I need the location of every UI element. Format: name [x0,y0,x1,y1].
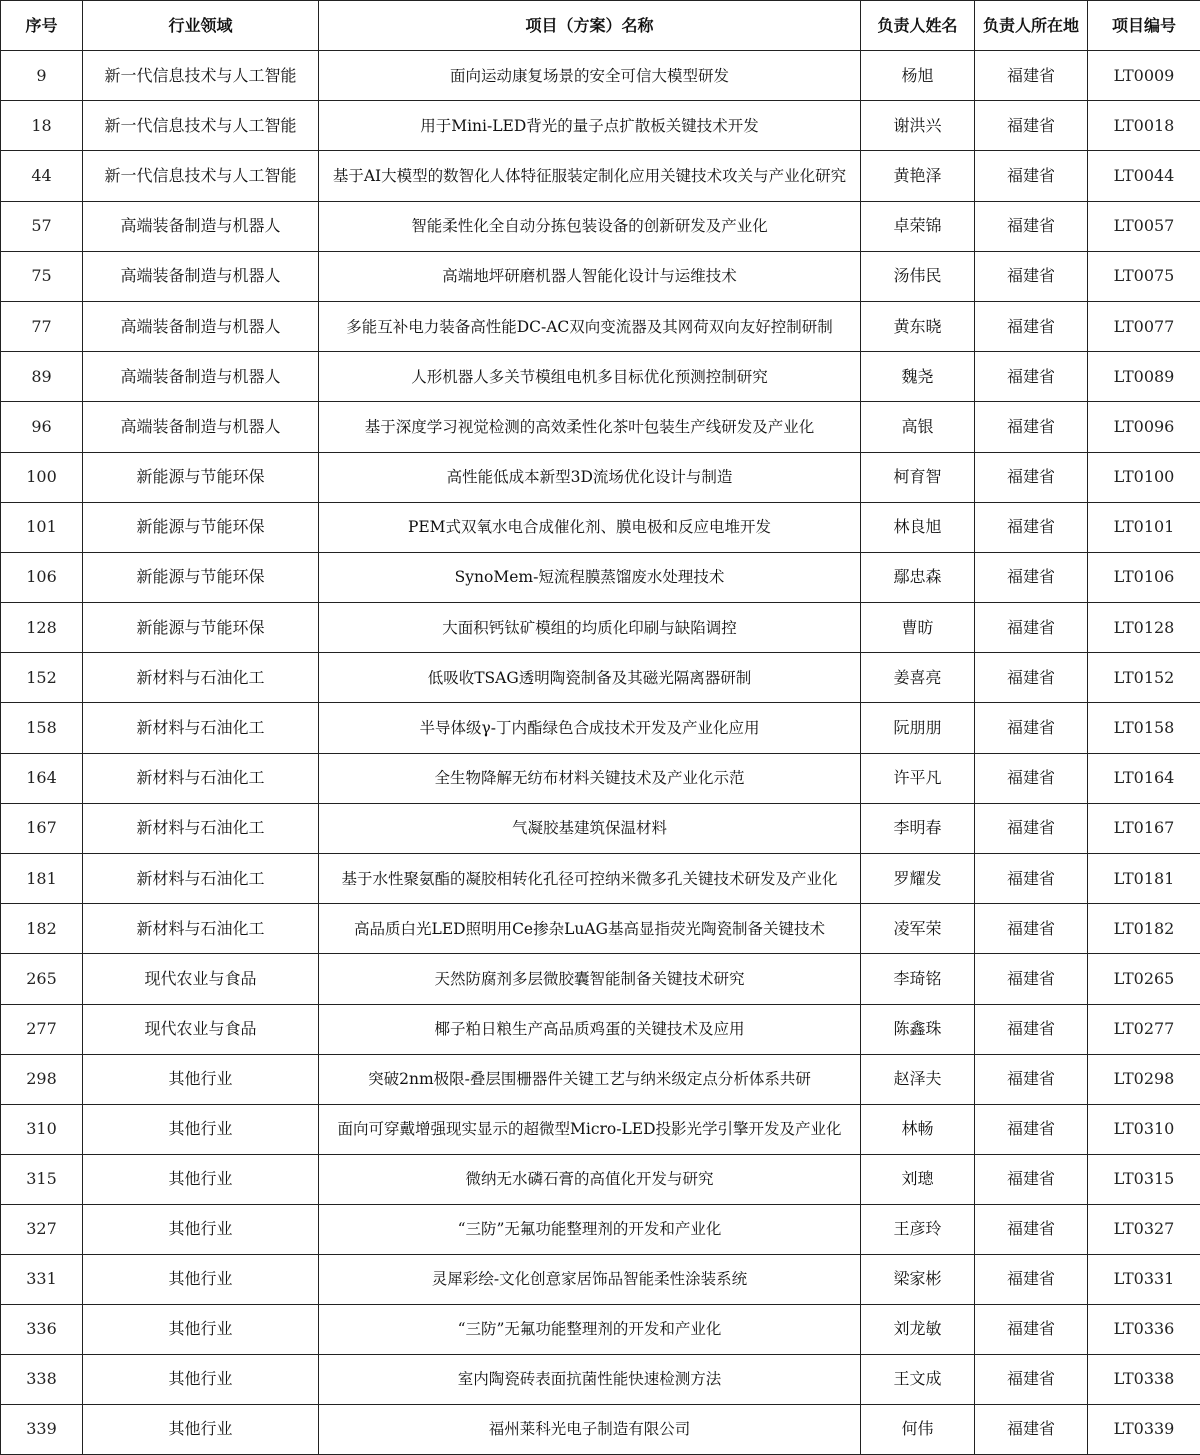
cell-leader-name: 何伟 [861,1404,975,1454]
table-row [1,653,1200,703]
cell-seq: 298 [1,1054,83,1104]
cell-leader-name: 凌军荣 [861,904,975,954]
cell-seq: 44 [1,151,83,201]
cell-project-name: 人形机器人多关节模组电机多目标优化预测控制研究 [319,352,861,402]
cell-project-code: LT0277 [1088,1004,1200,1054]
cell-project-name: 基于水性聚氨酯的凝胶相转化孔径可控纳米微多孔关键技术研发及产业化 [319,854,861,904]
cell-leader-location: 福建省 [975,301,1088,351]
cell-field: 新材料与石油化工 [83,703,319,753]
cell-field: 其他行业 [83,1154,319,1204]
cell-field: 高端装备制造与机器人 [83,201,319,251]
cell-project-code: LT0298 [1088,1054,1200,1104]
cell-project-code: LT0336 [1088,1304,1200,1354]
cell-leader-name: 谢洪兴 [861,101,975,151]
cell-field: 其他行业 [83,1204,319,1254]
cell-project-name: PEM式双氧水电合成催化剂、膜电极和反应电堆开发 [319,502,861,552]
cell-project-code: LT0128 [1088,603,1200,653]
cell-project-name: 灵犀彩绘-文化创意家居饰品智能柔性涂装系统 [319,1254,861,1304]
cell-project-name: 气凝胶基建筑保温材料 [319,803,861,853]
table-row [1,803,1200,853]
cell-project-name: 用于Mini-LED背光的量子点扩散板关键技术开发 [319,101,861,151]
cell-leader-name: 柯育智 [861,452,975,502]
table-row [1,151,1200,201]
cell-seq: 182 [1,904,83,954]
cell-project-code: LT0106 [1088,552,1200,602]
header-project-name: 项目（方案）名称 [319,1,861,51]
cell-project-code: LT0164 [1088,753,1200,803]
cell-leader-location: 福建省 [975,1354,1088,1404]
cell-field: 其他行业 [83,1254,319,1304]
cell-leader-name: 汤伟民 [861,251,975,301]
table-row [1,603,1200,653]
cell-leader-location: 福建省 [975,1254,1088,1304]
header-field: 行业领域 [83,1,319,51]
header-row [1,1,1200,51]
cell-project-name: 突破2nm极限-叠层围栅器件关键工艺与纳米级定点分析体系共研 [319,1054,861,1104]
cell-leader-name: 卓荣锦 [861,201,975,251]
cell-project-code: LT0101 [1088,502,1200,552]
cell-field: 新能源与节能环保 [83,603,319,653]
cell-project-code: LT0009 [1088,51,1200,101]
header-seq: 序号 [1,1,83,51]
cell-seq: 152 [1,653,83,703]
cell-project-code: LT0182 [1088,904,1200,954]
cell-seq: 338 [1,1354,83,1404]
cell-seq: 100 [1,452,83,502]
cell-project-code: LT0310 [1088,1104,1200,1154]
table-row [1,1154,1200,1204]
cell-project-name: “三防”无氟功能整理剂的开发和产业化 [319,1204,861,1254]
cell-field: 新材料与石油化工 [83,753,319,803]
cell-leader-name: 黄东晓 [861,301,975,351]
header-leader-location: 负责人所在地 [975,1,1088,51]
cell-project-code: LT0331 [1088,1254,1200,1304]
cell-seq: 89 [1,352,83,402]
cell-project-code: LT0158 [1088,703,1200,753]
cell-project-name: 室内陶瓷砖表面抗菌性能快速检测方法 [319,1354,861,1404]
cell-leader-name: 刘龙敏 [861,1304,975,1354]
cell-seq: 96 [1,402,83,452]
cell-leader-location: 福建省 [975,1054,1088,1104]
cell-leader-location: 福建省 [975,904,1088,954]
table-row [1,1004,1200,1054]
table-row [1,552,1200,602]
cell-project-name: 多能互补电力装备高性能DC-AC双向变流器及其网荷双向友好控制研制 [319,301,861,351]
table-row [1,502,1200,552]
cell-leader-location: 福建省 [975,51,1088,101]
table-row [1,1354,1200,1404]
cell-project-code: LT0167 [1088,803,1200,853]
cell-seq: 77 [1,301,83,351]
cell-seq: 158 [1,703,83,753]
cell-seq: 75 [1,251,83,301]
cell-field: 新能源与节能环保 [83,502,319,552]
cell-field: 新一代信息技术与人工智能 [83,51,319,101]
cell-project-code: LT0089 [1088,352,1200,402]
cell-leader-name: 杨旭 [861,51,975,101]
cell-project-name: 福州莱科光电子制造有限公司 [319,1404,861,1454]
cell-leader-location: 福建省 [975,201,1088,251]
cell-seq: 336 [1,1304,83,1354]
cell-seq: 310 [1,1104,83,1154]
cell-leader-location: 福建省 [975,402,1088,452]
cell-seq: 101 [1,502,83,552]
cell-leader-location: 福建省 [975,603,1088,653]
cell-field: 新材料与石油化工 [83,803,319,853]
cell-leader-name: 李琦铭 [861,954,975,1004]
cell-leader-name: 梁家彬 [861,1254,975,1304]
table-row [1,201,1200,251]
cell-project-code: LT0077 [1088,301,1200,351]
cell-leader-name: 魏尧 [861,352,975,402]
cell-leader-location: 福建省 [975,954,1088,1004]
table-row [1,1254,1200,1304]
table-body [1,51,1200,1455]
cell-field: 新能源与节能环保 [83,452,319,502]
cell-project-name: 大面积钙钛矿模组的均质化印刷与缺陷调控 [319,603,861,653]
cell-seq: 128 [1,603,83,653]
cell-leader-name: 曹昉 [861,603,975,653]
cell-field: 现代农业与食品 [83,954,319,1004]
cell-leader-location: 福建省 [975,101,1088,151]
cell-leader-name: 林良旭 [861,502,975,552]
cell-field: 高端装备制造与机器人 [83,301,319,351]
cell-leader-location: 福建省 [975,352,1088,402]
cell-project-code: LT0315 [1088,1154,1200,1204]
cell-field: 高端装备制造与机器人 [83,352,319,402]
cell-field: 新能源与节能环保 [83,552,319,602]
table-row [1,1304,1200,1354]
cell-leader-name: 李明春 [861,803,975,853]
cell-project-name: 基于深度学习视觉检测的高效柔性化茶叶包装生产线研发及产业化 [319,402,861,452]
cell-field: 新材料与石油化工 [83,653,319,703]
cell-project-code: LT0096 [1088,402,1200,452]
cell-leader-name: 鄢忠森 [861,552,975,602]
cell-project-code: LT0339 [1088,1404,1200,1454]
cell-leader-location: 福建省 [975,1004,1088,1054]
cell-field: 高端装备制造与机器人 [83,402,319,452]
cell-leader-name: 王彦玲 [861,1204,975,1254]
cell-project-name: 椰子粕日粮生产高品质鸡蛋的关键技术及应用 [319,1004,861,1054]
cell-field: 其他行业 [83,1054,319,1104]
cell-leader-location: 福建省 [975,151,1088,201]
cell-leader-name: 王文成 [861,1354,975,1404]
cell-project-code: LT0100 [1088,452,1200,502]
cell-project-code: LT0338 [1088,1354,1200,1404]
cell-seq: 181 [1,854,83,904]
cell-field: 新材料与石油化工 [83,904,319,954]
cell-leader-name: 林畅 [861,1104,975,1154]
header-project-code: 项目编号 [1088,1,1200,51]
table-row [1,402,1200,452]
cell-leader-name: 刘璁 [861,1154,975,1204]
cell-leader-name: 黄艳泽 [861,151,975,201]
cell-leader-location: 福建省 [975,1104,1088,1154]
cell-project-name: 半导体级γ-丁内酯绿色合成技术开发及产业化应用 [319,703,861,753]
table-row [1,51,1200,101]
cell-project-code: LT0044 [1088,151,1200,201]
cell-project-name: 面向可穿戴增强现实显示的超微型Micro-LED投影光学引擎开发及产业化 [319,1104,861,1154]
cell-leader-location: 福建省 [975,452,1088,502]
table-row [1,452,1200,502]
cell-project-name: 智能柔性化全自动分拣包装设备的创新研发及产业化 [319,201,861,251]
cell-leader-location: 福建省 [975,552,1088,602]
cell-field: 其他行业 [83,1404,319,1454]
cell-leader-name: 姜喜亮 [861,653,975,703]
cell-project-code: LT0327 [1088,1204,1200,1254]
cell-seq: 331 [1,1254,83,1304]
cell-leader-location: 福建省 [975,502,1088,552]
cell-seq: 265 [1,954,83,1004]
cell-leader-location: 福建省 [975,803,1088,853]
cell-seq: 339 [1,1404,83,1454]
cell-leader-location: 福建省 [975,703,1088,753]
cell-project-name: 全生物降解无纺布材料关键技术及产业化示范 [319,753,861,803]
cell-seq: 164 [1,753,83,803]
cell-project-name: 面向运动康复场景的安全可信大模型研发 [319,51,861,101]
cell-project-name: 天然防腐剂多层微胶囊智能制备关键技术研究 [319,954,861,1004]
cell-field: 新一代信息技术与人工智能 [83,101,319,151]
cell-seq: 9 [1,51,83,101]
cell-project-name: “三防”无氟功能整理剂的开发和产业化 [319,1304,861,1354]
cell-field: 新一代信息技术与人工智能 [83,151,319,201]
table-row [1,703,1200,753]
cell-leader-location: 福建省 [975,1154,1088,1204]
table-row [1,1104,1200,1154]
cell-project-name: 低吸收TSAG透明陶瓷制备及其磁光隔离器研制 [319,653,861,703]
cell-leader-location: 福建省 [975,653,1088,703]
table-row [1,301,1200,351]
cell-leader-location: 福建省 [975,753,1088,803]
table-row [1,954,1200,1004]
cell-leader-location: 福建省 [975,854,1088,904]
cell-seq: 167 [1,803,83,853]
cell-field: 其他行业 [83,1304,319,1354]
cell-leader-name: 高银 [861,402,975,452]
table-row [1,101,1200,151]
table-row [1,1404,1200,1454]
cell-seq: 57 [1,201,83,251]
cell-field: 其他行业 [83,1104,319,1154]
cell-leader-location: 福建省 [975,1404,1088,1454]
cell-field: 其他行业 [83,1354,319,1404]
cell-leader-location: 福建省 [975,1204,1088,1254]
cell-seq: 327 [1,1204,83,1254]
table-row [1,251,1200,301]
table-row [1,753,1200,803]
cell-project-name: 高端地坪研磨机器人智能化设计与运维技术 [319,251,861,301]
cell-field: 现代农业与食品 [83,1004,319,1054]
cell-leader-name: 阮朋朋 [861,703,975,753]
cell-leader-name: 陈鑫珠 [861,1004,975,1054]
cell-leader-location: 福建省 [975,1304,1088,1354]
cell-leader-name: 许平凡 [861,753,975,803]
cell-field: 高端装备制造与机器人 [83,251,319,301]
header-leader-name: 负责人姓名 [861,1,975,51]
cell-project-name: 微纳无水磷石膏的高值化开发与研究 [319,1154,861,1204]
cell-project-name: 基于AI大模型的数智化人体特征服装定制化应用关键技术攻关与产业化研究 [319,151,861,201]
table-row [1,1054,1200,1104]
cell-project-code: LT0057 [1088,201,1200,251]
cell-seq: 106 [1,552,83,602]
cell-project-name: 高品质白光LED照明用Ce掺杂LuAG基高显指荧光陶瓷制备关键技术 [319,904,861,954]
cell-project-code: LT0075 [1088,251,1200,301]
table-row [1,854,1200,904]
cell-leader-location: 福建省 [975,251,1088,301]
cell-project-name: 高性能低成本新型3D流场优化设计与制造 [319,452,861,502]
cell-seq: 18 [1,101,83,151]
table-row [1,352,1200,402]
cell-leader-name: 罗耀发 [861,854,975,904]
table-row [1,1204,1200,1254]
cell-field: 新材料与石油化工 [83,854,319,904]
cell-seq: 315 [1,1154,83,1204]
cell-project-code: LT0181 [1088,854,1200,904]
table-header [1,1,1200,51]
cell-project-code: LT0152 [1088,653,1200,703]
table-row [1,904,1200,954]
cell-project-name: SynoMem-短流程膜蒸馏废水处理技术 [319,552,861,602]
cell-project-code: LT0265 [1088,954,1200,1004]
cell-seq: 277 [1,1004,83,1054]
cell-project-code: LT0018 [1088,101,1200,151]
cell-leader-name: 赵泽夫 [861,1054,975,1104]
